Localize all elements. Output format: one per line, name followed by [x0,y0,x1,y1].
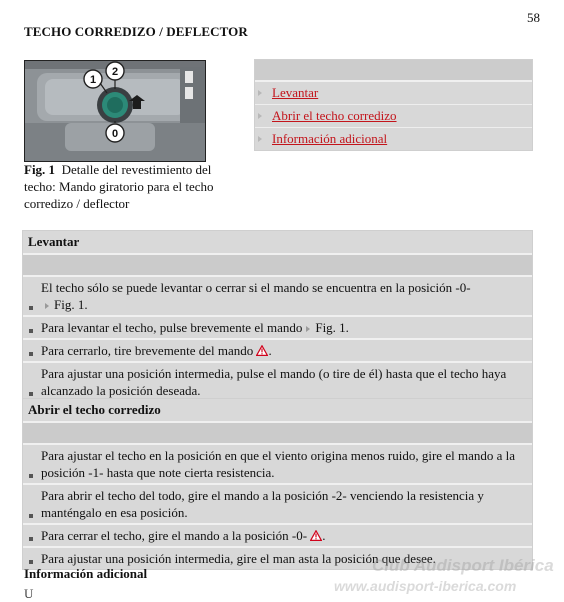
figure-caption-text: Detalle del revestimiento del techo: Mando giratorio para el techo corredizo / deflector [24,162,214,211]
arrow-icon [258,136,262,142]
item-suffix: . [268,343,272,358]
section-heading-informacion: Información adicional [24,566,148,581]
warning-icon[interactable] [310,530,322,541]
marker-1: 1 [89,74,97,86]
warning-icon[interactable] [256,345,268,356]
item-text: Para ajustar el techo en la posición en que el viento origina menos ruido, gire el mando a la posición -1- hasta que note cierta resistencia. [41,448,515,480]
bullet-icon [29,514,33,518]
arrow-icon [258,113,262,119]
bullet-icon [29,537,33,541]
marker-2: 2 [111,66,119,78]
figure-caption [24,161,236,212]
bullet-icon [29,392,33,396]
list-item [23,525,532,548]
bullet-icon [29,329,33,333]
list-item [23,317,532,340]
footer-text: U [24,586,34,601]
watermark-club: Club Audisport Ibérica [372,556,554,575]
bullet-icon [29,474,33,478]
item-suffix: . [322,528,326,543]
figure-reference[interactable]: Fig. 1. [315,320,349,335]
item-text: Para abrir el techo del todo, gire el mando a la posición -2- venciendo la resistencia y manténgalo en esa posición. [41,488,484,520]
section-levantar [22,230,533,402]
page-number: 58 [527,10,540,25]
section-abrir [22,398,533,570]
page-title: TECHO CORREDIZO / DEFLECTOR [24,24,248,39]
section-heading: Abrir el techo corredizo [23,399,532,423]
figure-reference[interactable]: Fig. 1. [54,297,88,312]
list-item [23,485,532,525]
marker-0: 0 [111,128,119,140]
item-text: El techo sólo se puede levantar o cerrar si el mando se encuentra en la posición -0- [41,280,471,295]
link-row [255,128,532,150]
roof-console-illustration [25,61,205,161]
item-text: Para cerrar el techo, gire el mando a la posición -0- [41,528,308,543]
link-row [255,105,532,128]
item-text: Para levantar el techo, pulse brevemente el mando [41,320,303,335]
link-informacion[interactable]: Información adicional [272,131,388,146]
reference-arrow-icon [45,303,49,309]
link-levantar[interactable]: Levantar [272,85,319,100]
figure-label: Fig. 1 [24,162,56,177]
bullet-icon [29,560,33,564]
list-item [23,445,532,485]
list-item [23,277,532,317]
item-text: Para cerrarlo, tire brevemente del mando [41,343,254,358]
watermark-url: www.audisport-iberica.com [334,578,517,594]
section-links [254,59,533,151]
roof-control-figure [24,60,206,162]
list-item [23,363,532,401]
item-text: Para ajustar una posición intermedia, gire el man asta la posición que desee. [41,551,436,566]
list-item [23,340,532,363]
section-heading: Levantar [23,231,532,255]
bullet-icon [29,352,33,356]
bullet-icon [29,306,33,310]
reference-arrow-icon [306,326,310,332]
item-text: Para ajustar una posición intermedia, pulse el mando (o tire de él) hasta que el techo haya alcanzado la posición deseada. [41,366,507,398]
link-abrir[interactable]: Abrir el techo corredizo [272,108,397,123]
link-row [255,82,532,105]
arrow-icon [258,90,262,96]
